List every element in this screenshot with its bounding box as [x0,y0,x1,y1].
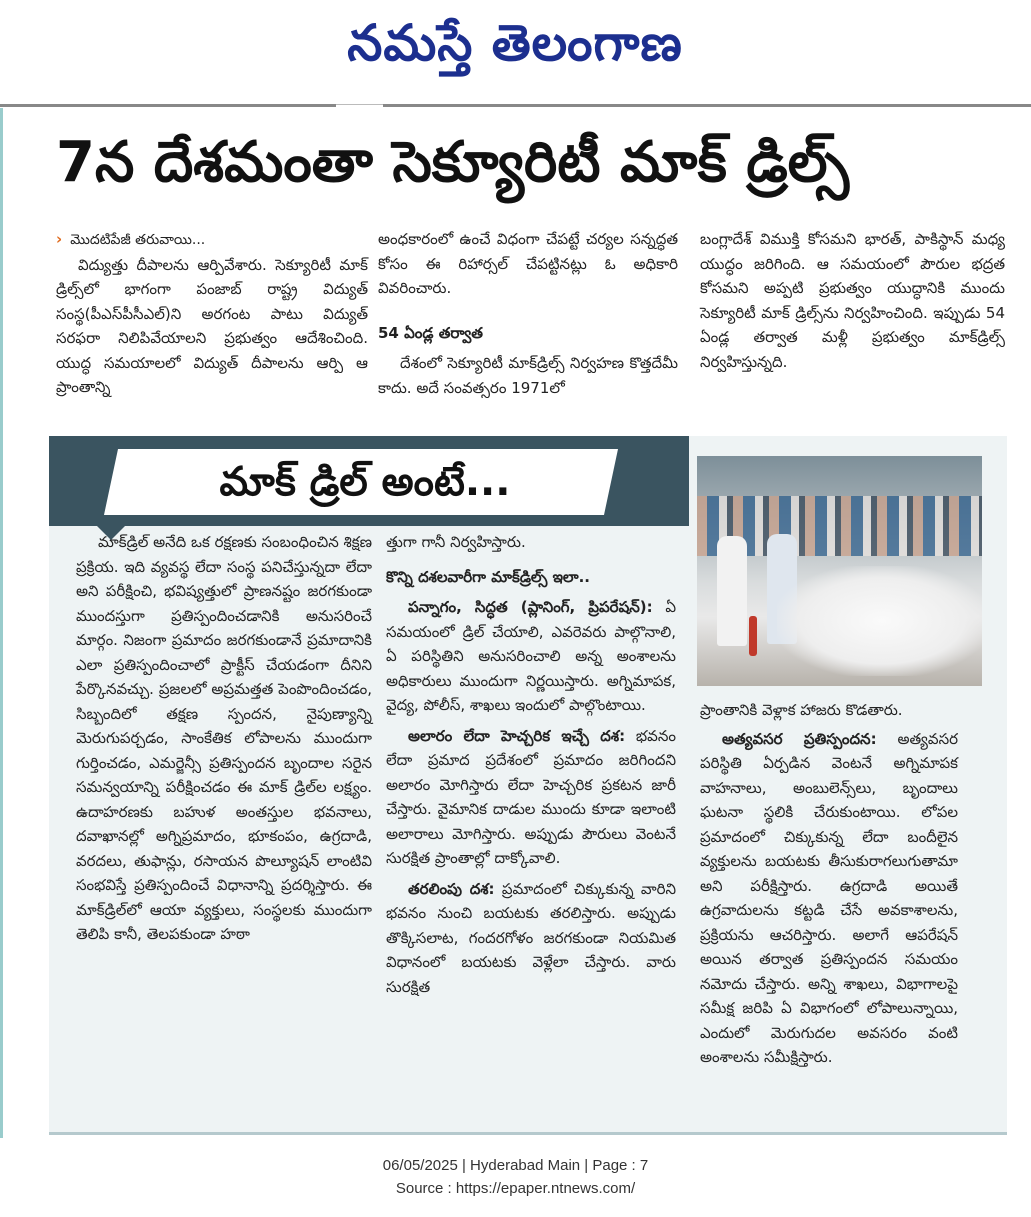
footer-date-line: 06/05/2025 | Hyderabad Main | Page : 7 [382,1157,649,1174]
section-text: ఏ సమయంలో డ్రిల్ చేయాలి, ఎవరెవరు పాల్గొనాలి, ఏ పరిస్థితిని అనుసరించాలి అన్న అంశాలను అధికారులు ముందుగా నిర్ణయిస్తారు. అగ్నిమాపక, వైద్య, పోలీస్, శాఖలు ఇందులో పాల్గొంటాయి. [386,598,676,714]
continued-line [56,227,368,253]
paragraph: విద్యుత్తు దీపాలను ఆర్పివేశారు. సెక్యూరిటీ మాక్ డ్రిల్స్‌లో భాగంగా పంజాబ్ రాష్ట్ర విద్యుత్ సంస్థ(పీఎస్‌పీసీఎల్)ని అరగంట పాటు విద్యుత్ సరఫరా నిలిపివేయాలని ప్రభుత్వం ఆదేశించింది. యుద్ధ సమయాలలో విద్యుత్ దీపాలను ఆర్పి ఆ ప్రాంతాన్ని [56,255,368,396]
continued-label: మొదటిపేజీ తరువాయి... [70,232,206,248]
paragraph: ప్రాంతానికి వెళ్లాక హాజరు కొడతారు. [700,701,903,719]
masthead [0,0,1031,88]
subheading: 54 ఏండ్ల తర్వాత [378,323,483,342]
top-column-3 [700,227,1005,374]
photo-smoke [777,566,982,676]
subheading: కొన్ని దశలవారీగా మాక్‌డ్రిల్స్ ఇలా.. [386,567,591,586]
page-edge-bar [0,108,3,1138]
paragraph: మాక్‌డ్రిల్ అనేది ఒక రక్షణకు సంబంధించిన శిక్షణ ప్రక్రియ. ఇది వ్యవస్థ లేదా సంస్థ పనిచేస్తున్నదా లేదా అని పరీక్షించి, భవిష్యత్తులో ప్రాణనష్టం జరగకుండా ముందస్తుగా ప్రతిస్పందించడానికి అనుసరించే మార్గం. నిజంగా ప్రమాదం జరగకుండానే ప్రమాదానికి ఎలా ప్రతిస్పందించాలో ప్రాక్టీస్ చేయడంగా దీనిని పేర్కొనవచ్చు. ప్రజలలో అప్రమత్తత పెంపొందించడం, సిబ్బందిలో తక్షణ స్పందన, నైపుణ్యాన్ని మెరుగుపర్చడం, సాంకేతిక లోపాలను ముందుగా గుర్తించడం, ఎమర్జెన్సీ ప్రతిస్పందన బృందాల సరైన సమన్వయాన్ని పరీక్షించడం ఈ మాక్ డ్రిల్‌ల లక్ష్యం. ఉదాహరణకు బహుళ అంతస్తుల భవనాలు, దవాఖానల్లో అగ్నిప్రమాదం, భూకంపం, ఉగ్రదాడి, వరదలు, తుఫాన్లు, రసాయన పొల్యూషన్ లాంటివి సంభవిస్తే ప్రతిస్పందించే విధానాన్ని ప్రదర్శిస్తారు. ఈ మాక్‌డ్రిల్‌లో ఆయా వ్యక్తులు, సంస్థలకు ముందుగా తెలిపి కానీ, తెలపకుండా హఠా [76,533,372,943]
feature-column-2 [386,530,676,999]
mock-drill-photo [697,456,982,686]
paragraph: అంధకారంలో ఉంచే విధంగా చేపట్టే చర్యల సన్నద్ధత కోసం ఈ రిహార్సల్ చేపట్టినట్లు ఓ అధికారి వివరించారు. [378,230,678,297]
section-title: పన్నాగం, సిద్ధత (ప్లానింగ్, ప్రిపరేషన్): [408,598,653,616]
footer-source-line: Source : https://epaper.ntnews.com/ [395,1180,636,1197]
paragraph: త్తుగా గానీ నిర్వహిస్తారు. [386,533,526,551]
section-paragraph [700,727,958,1070]
section-text: భవనం లేదా ప్రమాద ప్రదేశంలో ప్రమాదం జరిగిందని అలారం మోగిస్తారు లేదా హెచ్చరిక ప్రకటన జారీ చేస్తారు. వైమానిక దాడుల ముందు కూడా ఇలాంటి అలారాలు మోగిస్తారు. అప్పుడు పౌరులు వెంటనే సురక్షిత ప్రాంతాల్లో దాక్కోవాలి. [386,726,676,867]
paragraph: దేశంలో సెక్యూరిటీ మాక్‌డ్రిల్స్ నిర్వహణ కొత్తదేమీ కాదు. అదే సంవత్సరం 1971లో [378,354,678,397]
newspaper-logo: నమస్తే తెలంగాణ [347,13,683,72]
masthead-rule-right [383,104,1031,107]
feature-banner-title: మాక్ డ్రిల్ అంటే... [219,459,511,505]
feature-column-1 [76,530,372,947]
article-headline: 7న దేశమంతా సెక్యూరిటీ మాక్ డ్రిల్స్ [56,130,850,195]
feature-box-rule [49,1132,1007,1135]
section-title: అత్యవసర ప్రతిస్పందన: [722,729,877,748]
chevron-right-icon: › [56,230,63,248]
top-column-2 [378,227,678,400]
section-title: తరలింపు దశ: [408,879,495,898]
paragraph: బంగ్లాదేశ్ విముక్తి కోసమని భారత్, పాకిస్థాన్ మధ్య యుద్ధం జరిగింది. ఆ సమయంలో పౌరుల భద్రత కోసమని అప్పటి ప్రభుత్వం యుద్ధానికి ముందు సెక్యూరిటీ మాక్ డ్రిల్స్‌ను నిర్వహించింది. ఇప్పుడు 54 ఏండ్ల తర్వాత మళ్లీ ప్రభుత్వం మాక్‌డ్రిల్స్ నిర్వహిస్తున్నది. [700,230,1005,371]
feature-column-3 [700,698,958,1070]
section-paragraph [386,724,676,871]
section-text: ప్రమాదంలో చిక్కుకున్న వారిని భవనం నుంచి బయటకు తరలిస్తారు. అప్పుడు తొక్కిసలాట, గందరగోళం జరగకుండా నియమిత విధానంలో బయటకు వెళ్లేలా చేస్తారు. వారు సురక్షిత [386,879,676,996]
top-column-1 [56,227,368,400]
masthead-rule-left [0,104,336,107]
section-text: అత్యవసర పరిస్థితి ఏర్పడిన వెంటనే అగ్నిమాపక వాహనాలు, అంబులెన్స్‌లు, బృందాలు ఘటనా స్థలికి చేరుకుంటాయి. లోపల ప్రమాదంలో చిక్కుకున్న లేదా బందీలైన వ్యక్తులను బయటకు తీసుకురాగలుగుతామా అని పరీక్షిస్తారు. ఉగ్రదాడి అయితే ఉగ్రవాదులను కట్టడి చేసే అవకాశాలను, ప్రక్రియను ఆచరిస్తారు. అలాగే ఆపరేషన్ అయిన తర్వాత ప్రతిస్పందన సమయం నమోదు చేస్తారు. అన్ని శాఖలు, విభాగాలపై సమీక్ష జరిపి ఏ విభాగంలో లోపాలున్నాయి, ఎందులో మెరుగుదల అవసరం వంటి అంశాలను సమీక్షిస్తారు. [700,729,958,1066]
section-paragraph [386,595,676,718]
section-title: అలారం లేదా హెచ్చరిక ఇచ్చే దశ: [408,726,626,745]
fire-extinguisher-icon [749,616,757,656]
photo-person [717,536,747,646]
section-paragraph [386,877,676,1000]
